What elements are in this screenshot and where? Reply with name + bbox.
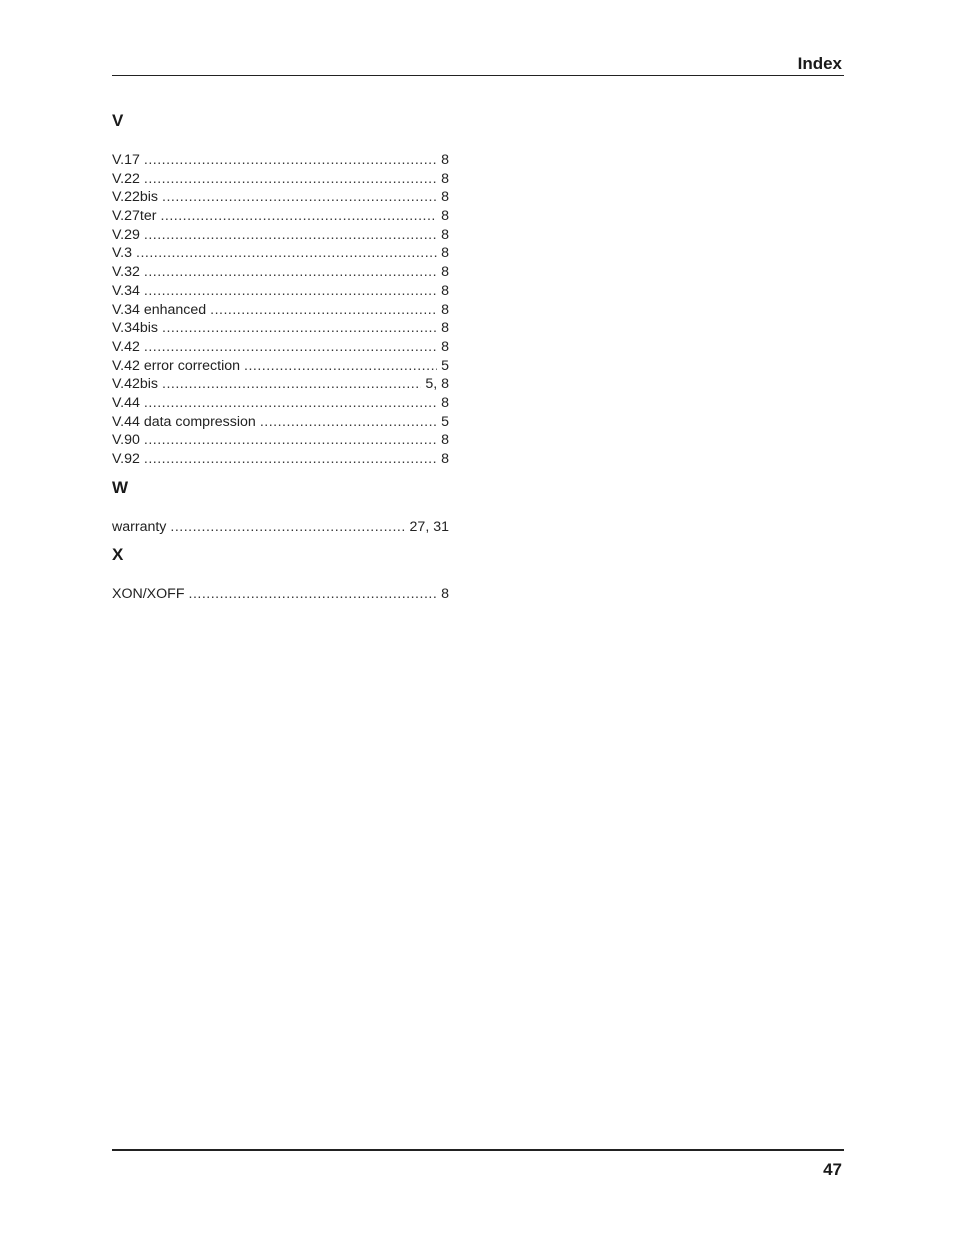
- entry-term: V.90: [112, 432, 140, 449]
- index-entry: [112, 357, 449, 376]
- entry-term: V.42: [112, 338, 140, 355]
- entry-pages: 8: [441, 282, 449, 299]
- entry-term: V.44: [112, 394, 140, 411]
- index-entry: [112, 151, 449, 170]
- entry-pages: 8: [441, 226, 449, 243]
- index-entry: [112, 301, 449, 320]
- dot-leader: [170, 518, 405, 537]
- entry-term: V.17: [112, 152, 140, 168]
- entry-pages: 8: [441, 320, 449, 337]
- dot-leader: [144, 151, 437, 170]
- index-entry: [112, 585, 449, 604]
- header-title: Index: [797, 54, 842, 73]
- entry-pages: 8: [441, 338, 449, 355]
- entry-term: V.29: [112, 226, 140, 243]
- entry-pages: 5, 8: [425, 376, 449, 393]
- entry-pages: 8: [441, 264, 449, 281]
- entry-pages: 5: [441, 357, 449, 374]
- dot-leader: [260, 413, 437, 432]
- index-entry: [112, 394, 449, 413]
- entry-pages: 8: [441, 152, 449, 168]
- index-entry: [112, 518, 449, 537]
- entry-term: warranty: [112, 518, 167, 535]
- page-footer: [112, 1149, 844, 1181]
- index-entry: [112, 263, 449, 282]
- dot-leader: [162, 188, 437, 207]
- page-header: [112, 54, 844, 76]
- entry-pages: 8: [441, 301, 449, 318]
- dot-leader: [244, 357, 437, 376]
- dot-leader: [160, 207, 437, 226]
- entry-pages: 27, 31: [409, 518, 449, 535]
- index-entry: [112, 338, 449, 357]
- index-entry: [112, 244, 449, 263]
- section-letter: W: [112, 477, 129, 497]
- entry-term: V.34bis: [112, 320, 159, 337]
- index-entry: [112, 431, 449, 450]
- entry-term: V.22bis: [112, 189, 159, 206]
- entry-term: V.34: [112, 282, 140, 299]
- entry-pages: 8: [441, 245, 449, 262]
- entry-pages: 8: [441, 189, 449, 206]
- entry-pages: 8: [441, 451, 449, 467]
- index-section: [112, 110, 449, 469]
- index-entry: [112, 319, 449, 338]
- dot-leader: [189, 585, 438, 604]
- dot-leader: [144, 394, 437, 413]
- dot-leader: [210, 301, 437, 320]
- entry-term: XON/XOFF: [112, 586, 185, 603]
- index-entry: [112, 282, 449, 301]
- index-section: [112, 544, 449, 604]
- entry-term: V.44 data compression: [112, 413, 256, 430]
- entry-pages: 8: [441, 432, 449, 449]
- page-number: 47: [823, 1160, 842, 1179]
- index-column: [112, 110, 449, 612]
- dot-leader: [144, 450, 437, 469]
- entry-term: V.42 error correction: [112, 357, 241, 374]
- index-entry: [112, 450, 449, 469]
- dot-leader: [144, 170, 437, 189]
- index-entry: [112, 375, 449, 394]
- index-entry: [112, 226, 449, 245]
- entry-term: V.27ter: [112, 208, 157, 225]
- entry-pages: 8: [441, 170, 449, 187]
- entry-term: V.3: [112, 245, 132, 262]
- index-entry: [112, 413, 449, 432]
- section-letter: V: [112, 111, 124, 130]
- dot-leader: [144, 431, 437, 450]
- index-entry: [112, 170, 449, 189]
- dot-leader: [136, 244, 437, 263]
- entry-term: V.34 enhanced: [112, 301, 207, 318]
- dot-leader: [144, 338, 437, 357]
- dot-leader: [162, 375, 421, 394]
- entry-term: V.92: [112, 451, 140, 467]
- entry-pages: 8: [441, 586, 449, 603]
- index-entry: [112, 188, 449, 207]
- dot-leader: [144, 226, 437, 245]
- entry-term: V.22: [112, 170, 140, 187]
- entry-pages: 8: [441, 208, 449, 225]
- entry-term: V.32: [112, 264, 140, 281]
- dot-leader: [144, 282, 437, 301]
- dot-leader: [162, 319, 437, 338]
- index-section: [112, 477, 449, 537]
- dot-leader: [144, 263, 437, 282]
- entry-term: V.42bis: [112, 376, 159, 393]
- index-entry: [112, 207, 449, 226]
- section-letter: X: [112, 545, 124, 565]
- entry-pages: 5: [441, 413, 449, 430]
- entry-pages: 8: [441, 394, 449, 411]
